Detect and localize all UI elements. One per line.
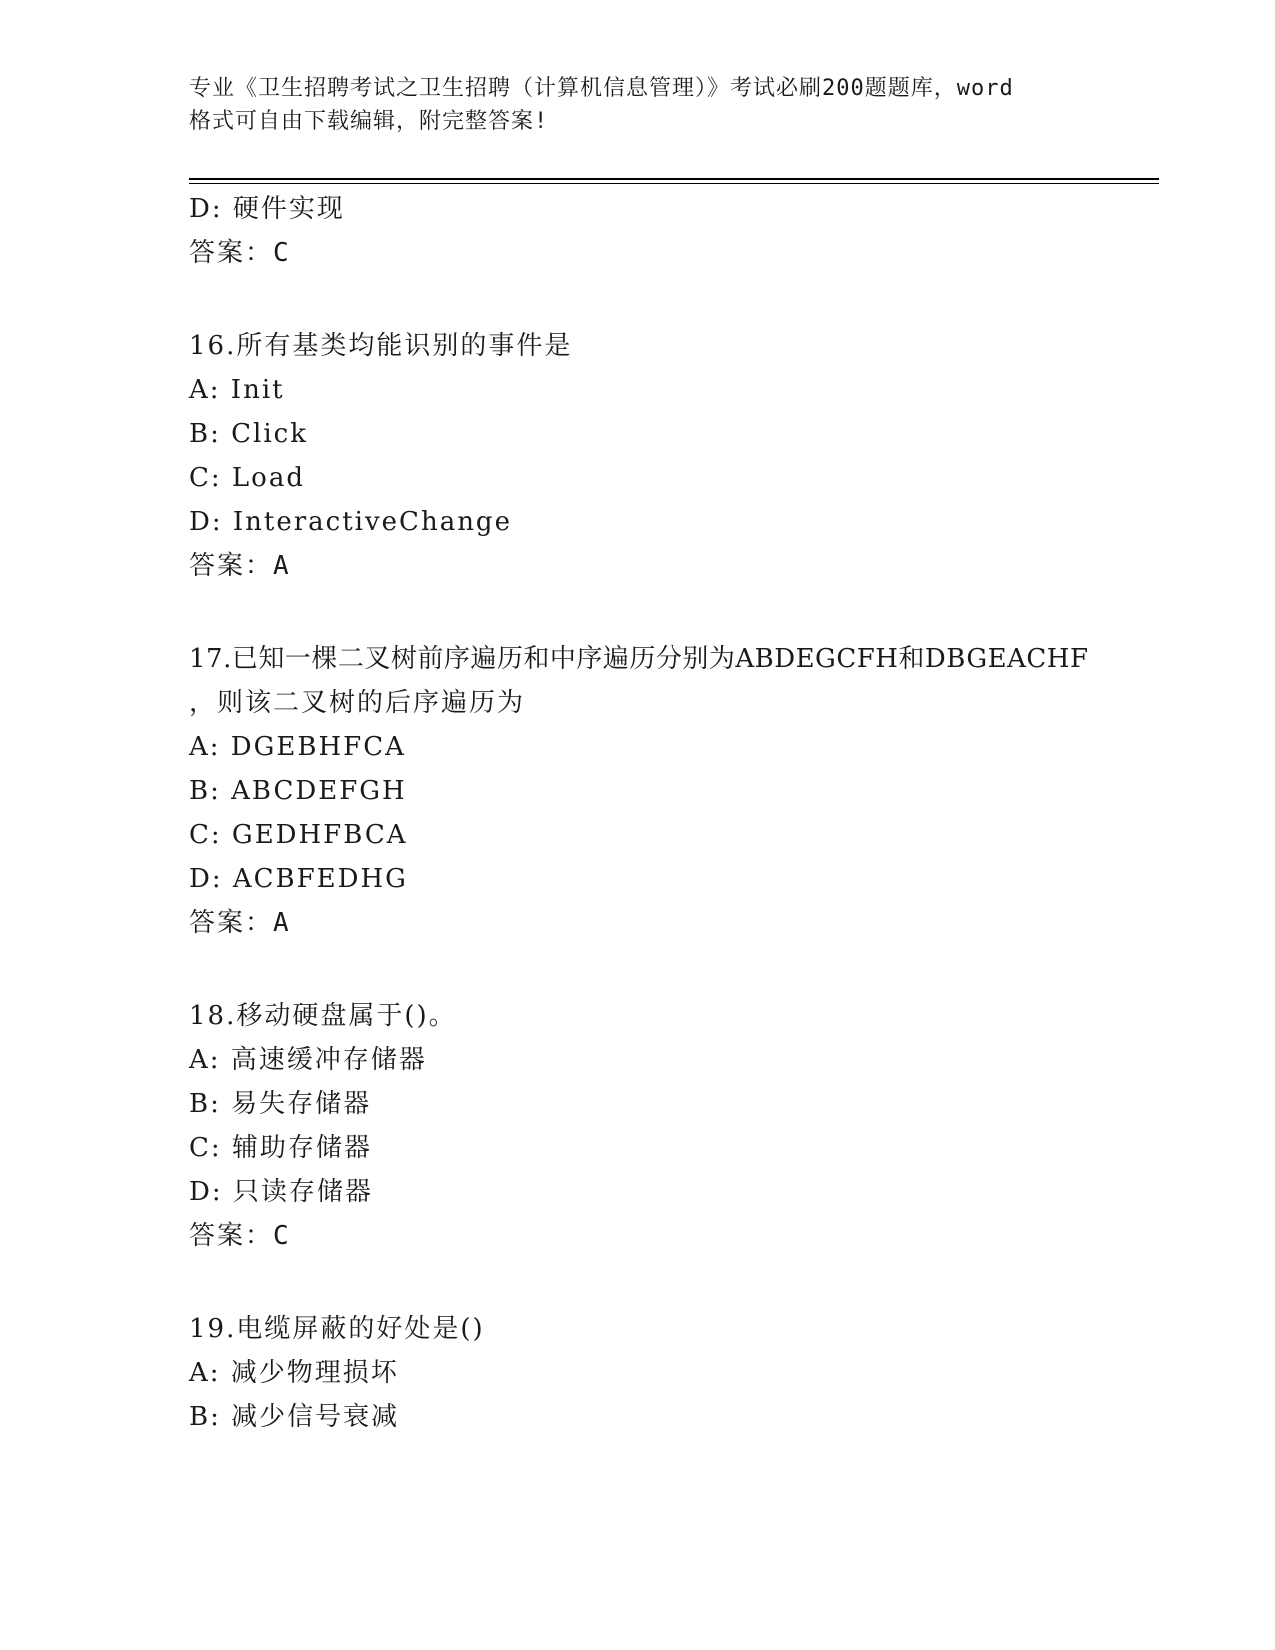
q19-option-a: A: 减少物理损坏 [189,1358,399,1388]
q16-option-b: B: Click [189,419,308,449]
q15-option-d: D: 硬件实现 [189,194,345,224]
q19-stem: 19.电缆屏蔽的好处是() [189,1314,485,1344]
header-line-2: 格式可自由下载编辑，附完整答案! [189,109,549,134]
q18-answer: 答案：C [189,1221,291,1251]
header-line-1: 专业《卫生招聘考试之卫生招聘（计算机信息管理）》考试必刷200题题库，word [189,76,1014,101]
q16-answer: 答案：A [189,551,291,581]
q18-option-d: D: 只读存储器 [189,1177,373,1207]
document-header [189,72,1089,138]
q18-option-c: C: 辅助存储器 [189,1133,372,1163]
q16-stem: 16.所有基类均能识别的事件是 [189,331,573,361]
header-divider-thick [189,178,1159,180]
q18-stem: 18.移动硬盘属于()。 [189,1001,457,1031]
q17-stem-line-1: 17.已知一棵二叉树前序遍历和中序遍历分别为ABDEGCFH和DBGEACHF [189,644,1089,674]
q16-option-d: D: InteractiveChange [189,507,512,537]
q18-option-a: A: 高速缓冲存储器 [189,1045,427,1075]
q17-option-c: C: GEDHFBCA [189,820,408,850]
q17-option-a: A: DGEBHFCA [189,732,406,762]
header-divider-thin [189,183,1159,184]
q17-option-d: D: ACBFEDHG [189,864,408,894]
q19-option-b: B: 减少信号衰减 [189,1402,400,1432]
q16-option-c: C: Load [189,463,305,493]
q15-answer: 答案：C [189,238,291,268]
q16-option-a: A: Init [189,375,285,405]
q17-stem-line-2: ，则该二叉树的后序遍历为 [189,688,526,718]
q17-answer: 答案：A [189,908,291,938]
q17-option-b: B: ABCDEFGH [189,776,407,806]
q18-option-b: B: 易失存储器 [189,1089,372,1119]
